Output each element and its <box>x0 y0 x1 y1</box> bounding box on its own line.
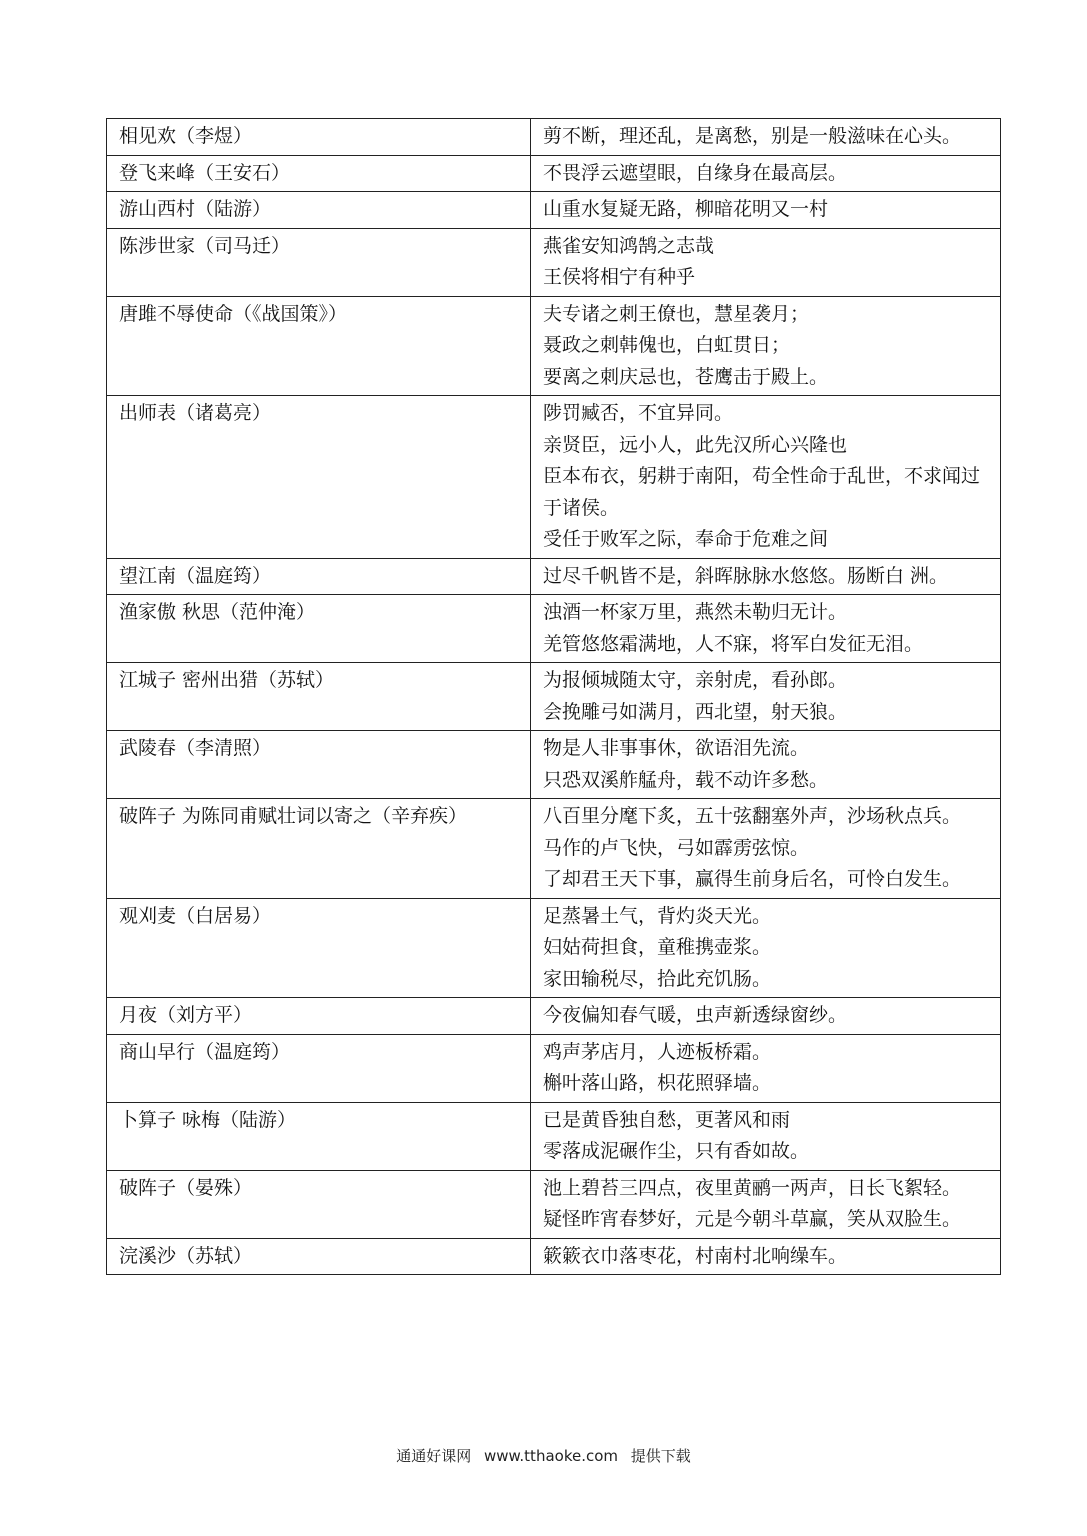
poem-row <box>107 998 1001 1035</box>
poem-quote-line: 臣本布衣，躬耕于南阳，苟全性命于乱世，不求闻过于诸侯。 <box>543 465 981 519</box>
poem-title-cell: 浣溪沙（苏轼） <box>107 1238 531 1275</box>
poem-quote-cell <box>531 998 1001 1035</box>
poem-quote-cell <box>531 1034 1001 1102</box>
poem-title-cell: 观刈麦（白居易） <box>107 898 531 998</box>
poem-row <box>107 192 1001 229</box>
poem-row <box>107 731 1001 799</box>
poem-quote-cell <box>531 663 1001 731</box>
poem-row <box>107 155 1001 192</box>
poem-row <box>107 228 1001 296</box>
poem-title-cell: 渔家傲 秋思（范仲淹） <box>107 595 531 663</box>
poem-quotes-table <box>106 118 1001 1275</box>
poem-title-cell: 陈涉世家（司马迁） <box>107 228 531 296</box>
poem-title-cell: 月夜（刘方平） <box>107 998 531 1035</box>
poem-row <box>107 799 1001 899</box>
poem-quote-line: 羌管悠悠霜满地，人不寐，将军白发征无泪。 <box>543 632 924 655</box>
poem-quote-line: 只恐双溪舴艋舟，载不动许多愁。 <box>543 768 829 791</box>
poem-title-cell: 唐雎不辱使命（《战国策》） <box>107 296 531 396</box>
poem-quote-cell <box>531 799 1001 899</box>
poem-quote-line: 亲贤臣，远小人，此先汉所心兴隆也 <box>543 433 848 456</box>
poem-quote-cell <box>531 155 1001 192</box>
poem-quote-line: 妇姑荷担食，童稚携壶浆。 <box>543 936 772 958</box>
poem-row <box>107 663 1001 731</box>
poem-quote-line: 剪不断，理还乱，是离愁，别是一般滋味在心头。 <box>543 125 962 147</box>
poem-title-cell: 武陵春（李清照） <box>107 731 531 799</box>
poem-title-cell: 卜算子 咏梅（陆游） <box>107 1102 531 1170</box>
poem-quote-cell <box>531 1170 1001 1238</box>
poem-quote-line: 为报倾城随太守，亲射虎，看孙郎。 <box>543 669 848 691</box>
poem-quote-line: 池上碧苔三四点，夜里黄鹂一两声，日长飞絮轻。 <box>543 1176 962 1199</box>
poem-quote-line: 家田输税尽，拾此充饥肠。 <box>543 967 772 990</box>
poem-row <box>107 1170 1001 1238</box>
poem-quote-cell <box>531 1102 1001 1170</box>
poem-title-cell: 出师表（诸葛亮） <box>107 396 531 559</box>
poem-quote-line: 零落成泥碾作尘，只有香如故。 <box>543 1140 810 1162</box>
poem-table-body <box>107 119 1001 1275</box>
poem-quote-cell <box>531 898 1001 998</box>
poem-row <box>107 595 1001 663</box>
poem-quote-cell <box>531 119 1001 156</box>
poem-quote-line: 过尽千帆皆不是，斜晖脉脉水悠悠。肠断白 洲。 <box>543 564 949 587</box>
poem-quote-line: 不畏浮云遮望眼，自缘身在最高层。 <box>543 161 848 184</box>
poem-row <box>107 396 1001 559</box>
footer-site-name: 通通好课网 <box>396 1447 472 1465</box>
poem-title-cell: 登飞来峰（王安石） <box>107 155 531 192</box>
poem-quote-cell <box>531 1238 1001 1275</box>
poem-quote-cell <box>531 396 1001 559</box>
poem-quote-line: 会挽雕弓如满月，西北望，射天狼。 <box>543 700 848 723</box>
poem-quote-cell <box>531 595 1001 663</box>
poem-quote-line: 八百里分麾下炙，五十弦翻塞外声，沙场秋点兵。 <box>543 805 962 827</box>
poem-quote-line: 簌簌衣巾落枣花，村南村北响缲车。 <box>543 1244 848 1267</box>
poem-quote-line: 物是人非事事休，欲语泪先流。 <box>543 737 810 759</box>
poem-row <box>107 898 1001 998</box>
poem-quote-line: 足蒸暑土气，背灼炎天光。 <box>543 904 772 927</box>
poem-quote-cell <box>531 228 1001 296</box>
poem-row <box>107 296 1001 396</box>
poem-title-cell: 商山早行（温庭筠） <box>107 1034 531 1102</box>
poem-quote-cell <box>531 192 1001 229</box>
poem-quote-line: 夫专诸之刺王僚也，慧星袭月； <box>543 302 810 325</box>
poem-quote-line: 聂政之刺韩傀也，白虹贯日； <box>543 334 791 356</box>
poem-title-cell: 望江南（温庭筠） <box>107 558 531 595</box>
poem-quote-line: 陟罚臧否，不宜异同。 <box>543 402 734 424</box>
poem-title-cell: 游山西村（陆游） <box>107 192 531 229</box>
poem-row <box>107 1102 1001 1170</box>
poem-quote-cell <box>531 558 1001 595</box>
poem-quote-line: 山重水复疑无路，柳暗花明又一村 <box>543 198 829 220</box>
poem-quote-line: 今夜偏知春气暖，虫声新透绿窗纱。 <box>543 1004 848 1026</box>
poem-quote-line: 槲叶落山路，枳花照驿墙。 <box>543 1072 772 1094</box>
poem-title-cell: 破阵子（晏殊） <box>107 1170 531 1238</box>
footer-url[interactable]: www.tthaoke.com <box>483 1447 619 1465</box>
page-footer <box>0 1445 1087 1466</box>
poem-quote-line: 马作的卢飞快，弓如霹雳弦惊。 <box>543 836 810 859</box>
poem-quote-line: 要离之刺庆忌也，苍鹰击于殿上。 <box>543 365 829 388</box>
poem-quote-line: 疑怪昨宵春梦好，元是今朝斗草赢，笑从双脸生。 <box>543 1208 962 1230</box>
poem-quote-line: 鸡声茅店月，人迹板桥霜。 <box>543 1040 772 1063</box>
poem-quote-line: 已是黄昏独自愁，更著风和雨 <box>543 1108 791 1131</box>
poem-quote-line: 了却君王天下事，赢得生前身后名，可怜白发生。 <box>543 868 962 890</box>
poem-row <box>107 1034 1001 1102</box>
poem-quote-line: 燕雀安知鸿鹄之志哉 <box>543 234 715 257</box>
poem-quote-cell <box>531 731 1001 799</box>
footer-note: 提供下载 <box>630 1447 691 1465</box>
poem-quote-cell <box>531 296 1001 396</box>
poem-row <box>107 1238 1001 1275</box>
poem-title-cell: 相见欢（李煜） <box>107 119 531 156</box>
poem-quote-line: 受任于败军之际，奉命于危难之间 <box>543 528 829 550</box>
poem-row <box>107 558 1001 595</box>
poem-quote-line: 王侯将相宁有种乎 <box>543 266 696 288</box>
poem-quote-line: 浊酒一杯家万里，燕然未勒归无计。 <box>543 601 848 623</box>
poem-title-cell: 江城子 密州出猎（苏轼） <box>107 663 531 731</box>
poem-title-cell: 破阵子 为陈同甫赋壮词以寄之（辛弃疾） <box>107 799 531 899</box>
poem-row <box>107 119 1001 156</box>
